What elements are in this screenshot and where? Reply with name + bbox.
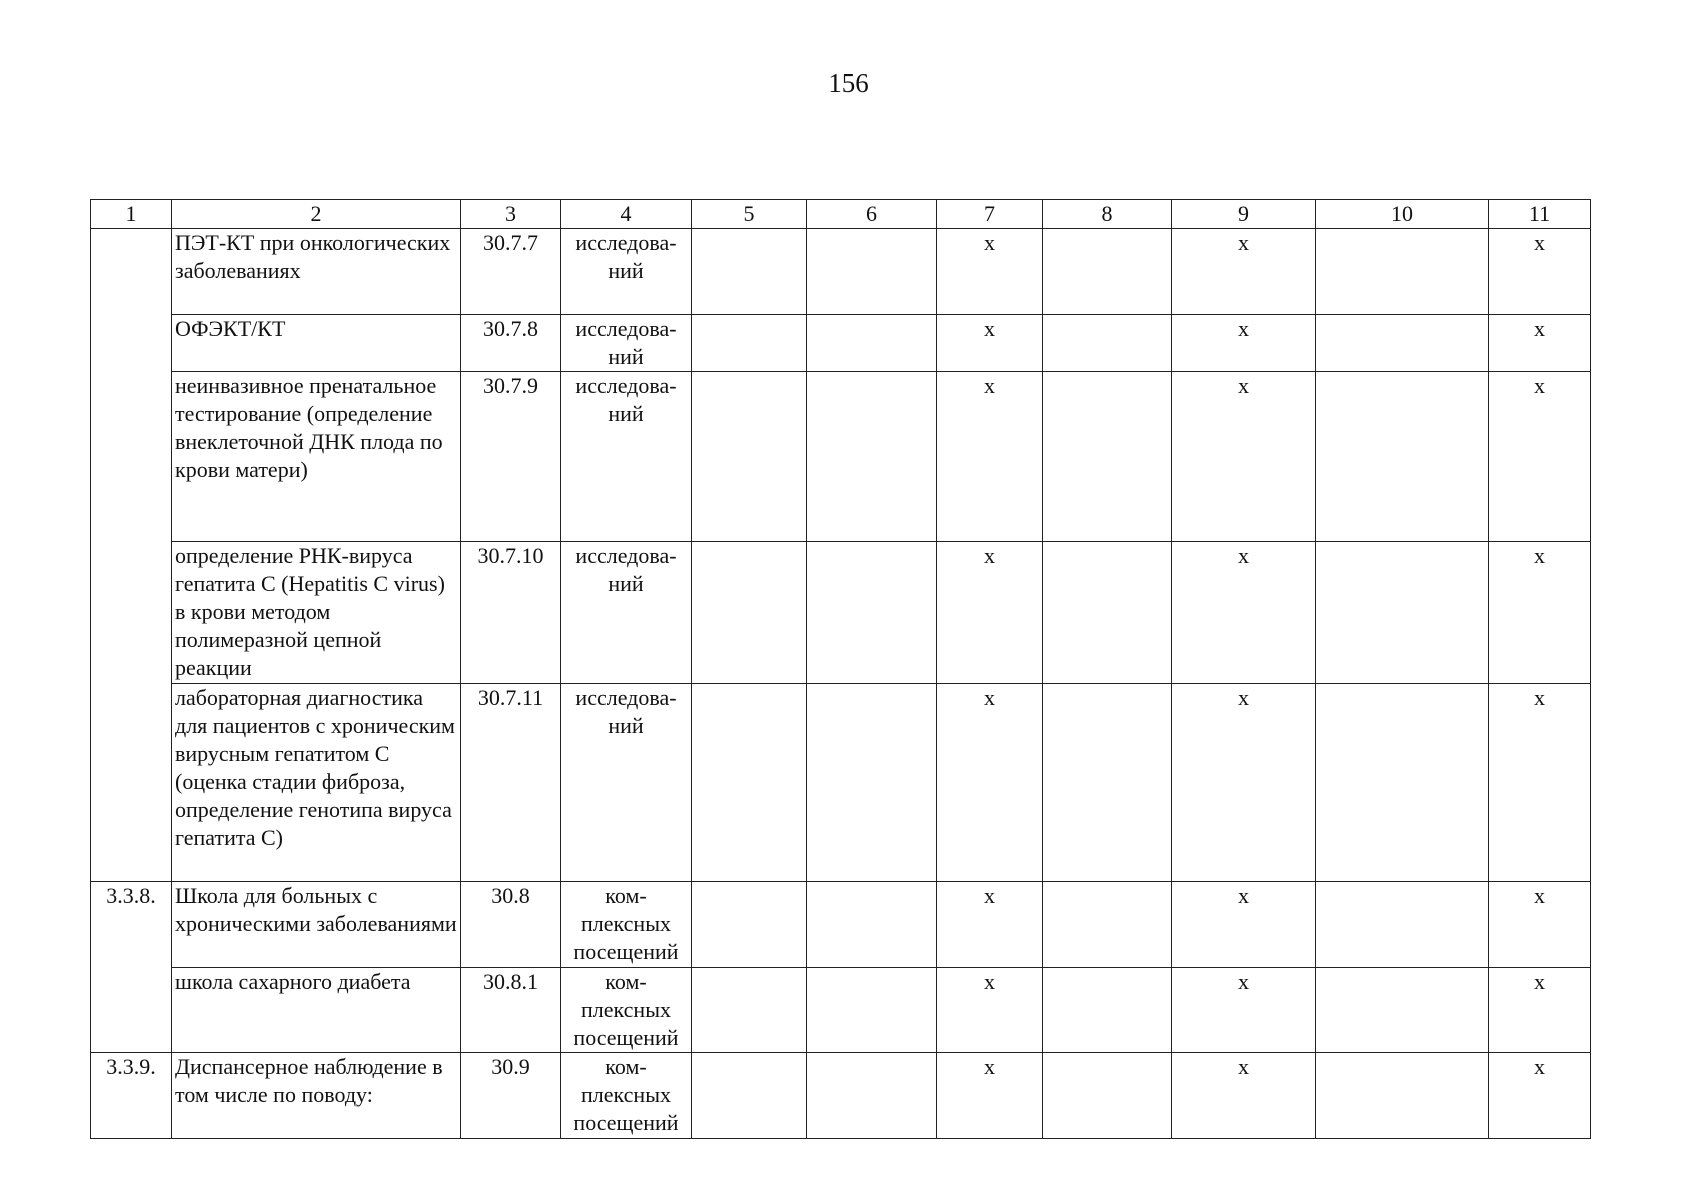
row-code: 30.9: [461, 1053, 561, 1139]
cell-col11: х: [1489, 1053, 1591, 1139]
row-code: 30.7.7: [461, 229, 561, 315]
row-number: 3.3.8.: [91, 882, 172, 968]
cell-col9: х: [1172, 882, 1316, 968]
row-name: лабораторная диагностика для пациентов с хроническим вирусным гепатитом С (оценка стадии фиброза, определение генотипа вируса гепатита С): [172, 684, 461, 882]
empty-cell: [1316, 968, 1489, 1053]
cell-col9: х: [1172, 372, 1316, 542]
header-cell: 6: [807, 200, 937, 229]
table-row: [91, 882, 1591, 968]
empty-cell: [1043, 882, 1172, 968]
empty-cell: [692, 542, 807, 684]
header-cell: 3: [461, 200, 561, 229]
row-name: Диспансерное наблюдение в том числе по поводу:: [172, 1053, 461, 1139]
cell-col9: х: [1172, 229, 1316, 315]
row-number: [91, 684, 172, 882]
empty-cell: [807, 315, 937, 372]
empty-cell: [807, 684, 937, 882]
data-table: [90, 199, 1591, 1139]
cell-col7: х: [937, 229, 1043, 315]
cell-col11: х: [1489, 229, 1591, 315]
empty-cell: [1043, 684, 1172, 882]
table-row: [91, 542, 1591, 684]
row-name: школа сахарного диабета: [172, 968, 461, 1053]
cell-col9: х: [1172, 968, 1316, 1053]
row-name: Школа для больных с хроническими заболеваниями: [172, 882, 461, 968]
row-code: 30.8: [461, 882, 561, 968]
empty-cell: [807, 229, 937, 315]
empty-cell: [1316, 684, 1489, 882]
row-number: [91, 229, 172, 315]
empty-cell: [1316, 372, 1489, 542]
cell-col11: х: [1489, 968, 1591, 1053]
cell-col7: х: [937, 684, 1043, 882]
cell-col11: х: [1489, 372, 1591, 542]
cell-col9: х: [1172, 1053, 1316, 1139]
table-row: [91, 1053, 1591, 1139]
row-unit: ком-плексных посещений: [561, 1053, 692, 1139]
cell-col7: х: [937, 968, 1043, 1053]
row-number: [91, 968, 172, 1053]
header-cell: 9: [1172, 200, 1316, 229]
cell-col9: х: [1172, 542, 1316, 684]
cell-col11: х: [1489, 882, 1591, 968]
empty-cell: [807, 372, 937, 542]
empty-cell: [807, 542, 937, 684]
row-unit: исследова-ний: [561, 684, 692, 882]
row-unit: исследова-ний: [561, 229, 692, 315]
cell-col7: х: [937, 372, 1043, 542]
row-name: неинвазивное пренатальное тестирование (определение внеклеточной ДНК плода по крови матери): [172, 372, 461, 542]
row-unit: ком-плексных посещений: [561, 882, 692, 968]
empty-cell: [692, 315, 807, 372]
row-code: 30.7.9: [461, 372, 561, 542]
empty-cell: [1316, 229, 1489, 315]
row-unit: исследова-ний: [561, 542, 692, 684]
header-cell: 11: [1489, 200, 1591, 229]
cell-col7: х: [937, 542, 1043, 684]
empty-cell: [692, 372, 807, 542]
table-row: [91, 684, 1591, 882]
empty-cell: [1316, 542, 1489, 684]
cell-col9: х: [1172, 315, 1316, 372]
header-cell: 5: [692, 200, 807, 229]
empty-cell: [1043, 229, 1172, 315]
row-unit: исследова-ний: [561, 315, 692, 372]
empty-cell: [1043, 968, 1172, 1053]
row-code: 30.8.1: [461, 968, 561, 1053]
table-row: [91, 229, 1591, 315]
cell-col7: х: [937, 1053, 1043, 1139]
header-cell: 10: [1316, 200, 1489, 229]
header-cell: 4: [561, 200, 692, 229]
empty-cell: [1043, 315, 1172, 372]
table-header-row: [91, 200, 1591, 229]
cell-col9: х: [1172, 684, 1316, 882]
page-number: 156: [828, 68, 869, 98]
row-unit: ком-плексных посещений: [561, 968, 692, 1053]
empty-cell: [692, 1053, 807, 1139]
row-number: [91, 372, 172, 542]
empty-cell: [1316, 315, 1489, 372]
empty-cell: [692, 882, 807, 968]
empty-cell: [1043, 372, 1172, 542]
cell-col7: х: [937, 882, 1043, 968]
table-row: [91, 315, 1591, 372]
table-row: [91, 968, 1591, 1053]
row-number: 3.3.9.: [91, 1053, 172, 1139]
cell-col7: х: [937, 315, 1043, 372]
empty-cell: [692, 229, 807, 315]
cell-col11: х: [1489, 315, 1591, 372]
row-number: [91, 315, 172, 372]
cell-col11: х: [1489, 684, 1591, 882]
empty-cell: [807, 1053, 937, 1139]
table-row: [91, 372, 1591, 542]
row-name: ОФЭКТ/КТ: [172, 315, 461, 372]
cell-col11: х: [1489, 542, 1591, 684]
row-name: ПЭТ-КТ при онкологических заболеваниях: [172, 229, 461, 315]
empty-cell: [692, 968, 807, 1053]
header-cell: 7: [937, 200, 1043, 229]
header-cell: 2: [172, 200, 461, 229]
row-name: определение РНК-вируса гепатита С (Hepatitis C virus) в крови методом полимеразной цепной реакции: [172, 542, 461, 684]
empty-cell: [1316, 1053, 1489, 1139]
row-unit: исследова-ний: [561, 372, 692, 542]
empty-cell: [1043, 1053, 1172, 1139]
header-cell: 8: [1043, 200, 1172, 229]
row-number: [91, 542, 172, 684]
header-cell: 1: [91, 200, 172, 229]
row-code: 30.7.11: [461, 684, 561, 882]
empty-cell: [807, 968, 937, 1053]
row-code: 30.7.8: [461, 315, 561, 372]
empty-cell: [1043, 542, 1172, 684]
row-code: 30.7.10: [461, 542, 561, 684]
empty-cell: [1316, 882, 1489, 968]
empty-cell: [807, 882, 937, 968]
empty-cell: [692, 684, 807, 882]
